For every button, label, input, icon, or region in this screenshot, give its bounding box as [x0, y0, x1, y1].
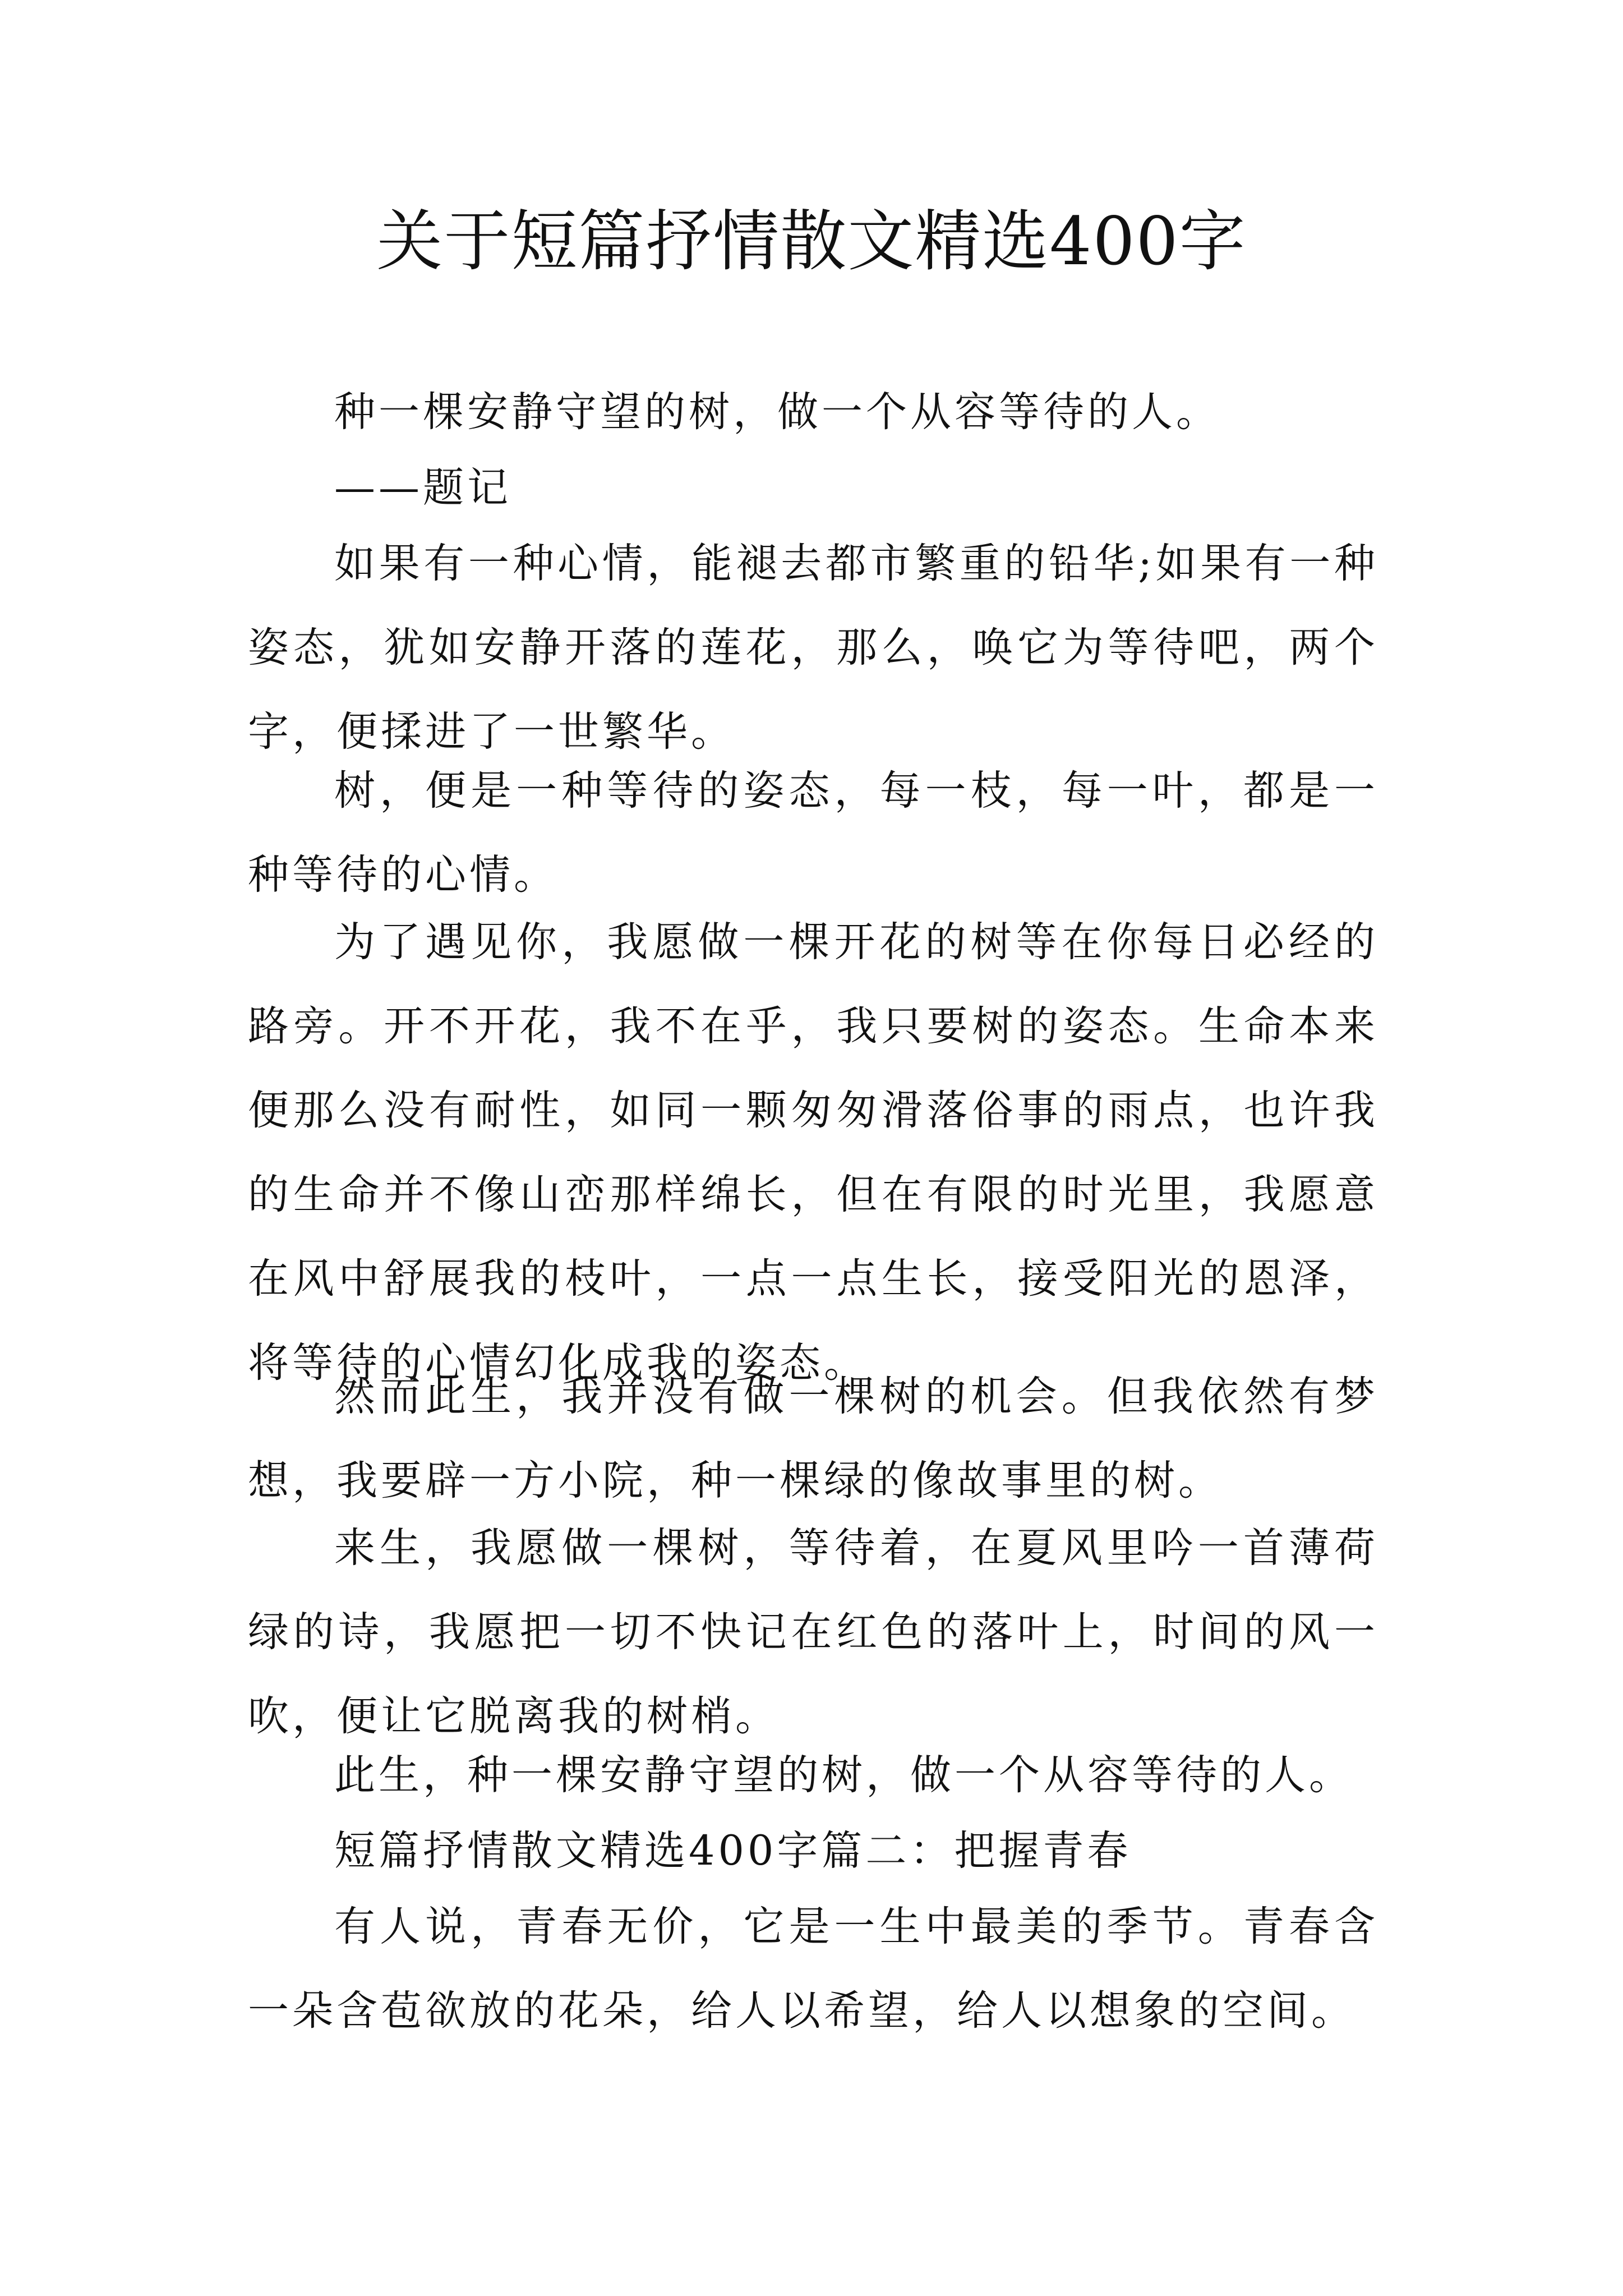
- paragraph-5: 来生，我愿做一棵树，等待着，在夏风里吟一首薄荷绿的诗，我愿把一切不快记在红色的落叶上，时间的风一吹，便让它脱离我的树梢。: [248, 1524, 1378, 1740]
- document-title: 关于短篇抒情散文精选400字: [376, 203, 1247, 280]
- paragraph-1: 如果有一种心情，能褪去都市繁重的铅华;如果有一种姿态，犹如安静开落的莲花，那么，唤它为等待吧，两个字，便揉进了一世繁华。: [248, 540, 1378, 756]
- paragraph-3: 为了遇见你，我愿做一棵开花的树等在你每日必经的路旁。开不开花，我不在乎，我只要树的姿态。生命本来便那么没有耐性，如同一颗匆匆滑落俗事的雨点，也许我的生命并不像山峦那样绵长，但在有限的时光里，我愿意在风中舒展我的枝叶，一点一点生长，接受阳光的恩泽，将等待的心情幻化成我的姿态。: [248, 918, 1378, 1387]
- paragraph-7: 有人说，青春无价，它是一生中最美的季节。青春含一朵含苞欲放的花朵，给人以希望，给人以想象的空间。: [248, 1903, 1378, 2035]
- paragraph-4: 然而此生，我并没有做一棵树的机会。但我依然有梦想，我要辟一方小院，种一棵绿的像故事里的树。: [248, 1373, 1378, 1504]
- paragraph-epigraph-note: ——题记: [334, 464, 511, 512]
- paragraph-epigraph: 种一棵安静守望的树，做一个从容等待的人。: [334, 388, 1220, 436]
- paragraph-2: 树，便是一种等待的姿态，每一枝，每一叶，都是一种等待的心情。: [248, 767, 1378, 899]
- section-heading: 短篇抒情散文精选400字篇二：把握青春: [334, 1827, 1132, 1875]
- paragraph-6: 此生，种一棵安静守望的树，做一个从容等待的人。: [334, 1751, 1353, 1799]
